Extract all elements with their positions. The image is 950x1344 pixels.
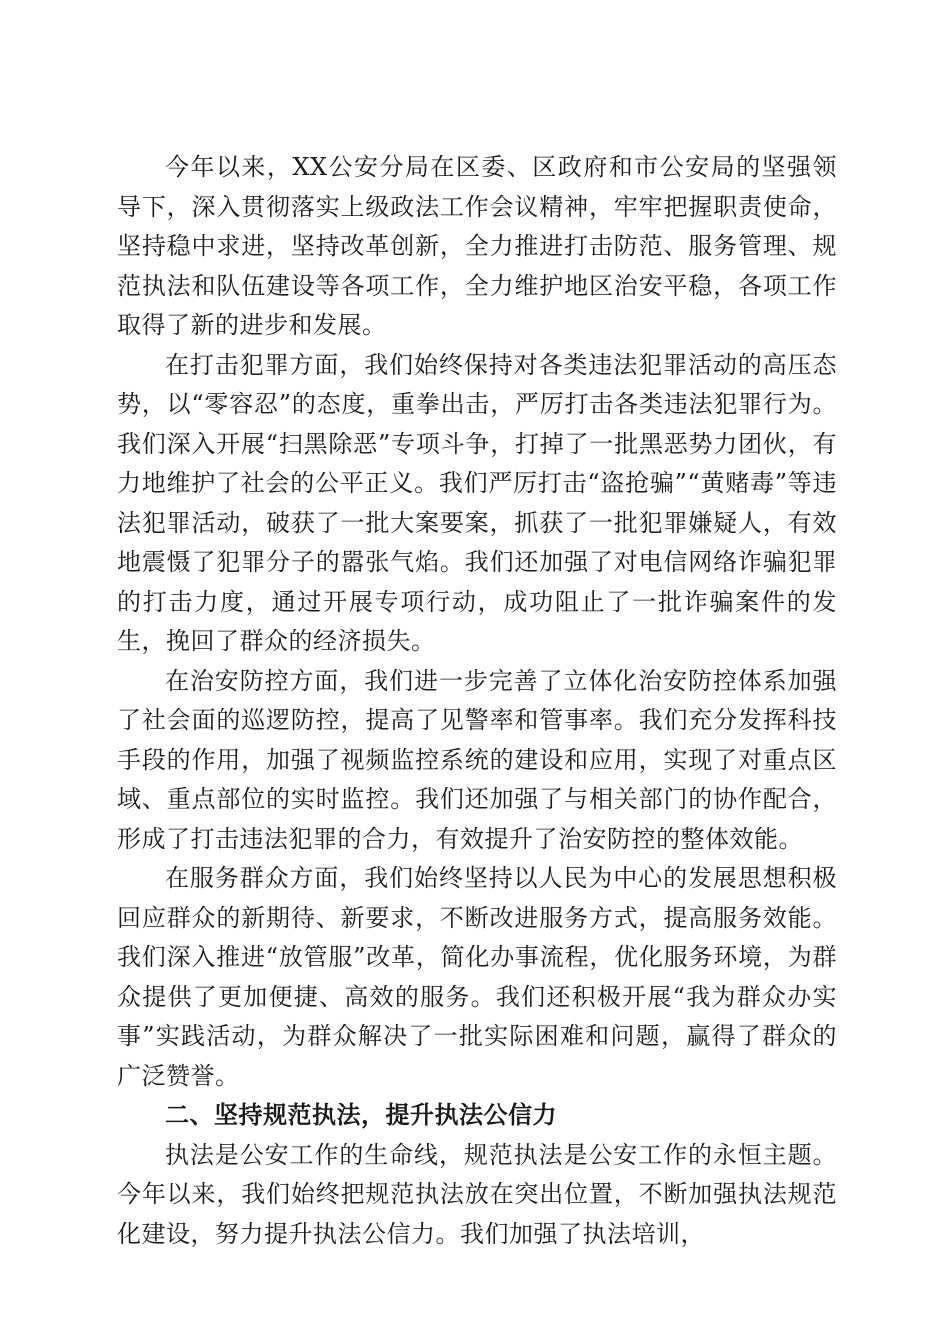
- paragraph-public-security: 在治安防控方面，我们进一步完善了立体化治安防控体系加强了社会面的巡逻防控，提高了见警率和管事率。我们充分发挥科技手段的作用，加强了视频监控系统的建设和应用，实现了对重点区域、重点部位的实时监控。我们还加强了与相关部门的协作配合，形成了打击违法犯罪的合力，有效提升了治安防控的整体效能。: [117, 666, 837, 853]
- paragraph-intro: 今年以来，XX公安分局在区委、区政府和市公安局的坚强领导下，深入贯彻落实上级政法工作会议精神，牢牢把握职责使命，坚持稳中求进，坚持改革创新，全力推进打击防范、服务管理、规范执法和队伍建设等各项工作，全力维护地区治安平稳，各项工作取得了新的进步和发展。: [117, 153, 837, 339]
- paragraph-public-service: 在服务群众方面，我们始终坚持以人民为中心的发展思想积极回应群众的新期待、新要求，不断改进服务方式，提高服务效能。我们深入推进“放管服”改革，简化办事流程，优化服务环境，为群众提供了更加便捷、高效的服务。我们还积极开展“我为群众办实事”实践活动，为群众解决了一批实际困难和问题，赢得了群众的广泛赞誉。: [117, 864, 837, 1090]
- paragraph-law-enforcement: 执法是公安工作的生命线，规范执法是公安工作的永恒主题。今年以来，我们始终把规范执法放在突出位置，不断加强执法规范化建设，努力提升执法公信力。我们加强了执法培训，: [117, 1140, 837, 1248]
- section-heading: 二、坚持规范执法，提升执法公信力: [165, 1101, 557, 1129]
- document-body: [117, 148, 837, 1254]
- paragraph-crime-fighting: 在打击犯罪方面，我们始终保持对各类违法犯罪活动的高压态势，以“零容忍”的态度，重拳出击，严厉打击各类违法犯罪行为。我们深入开展“扫黑除恶”专项斗争，打掉了一批黑恶势力团伙，有力地维护了社会的公平正义。我们严厉打击“盗抢骗”“黄赌毒”等违法犯罪活动，破获了一批大案要案，抓获了一批犯罪嫌疑人，有效地震慑了犯罪分子的嚣张气焰。我们还加强了对电信网络诈骗犯罪的打击力度，通过开展专项行动，成功阻止了一批诈骗案件的发生，挽回了群众的经济损失。: [117, 350, 837, 655]
